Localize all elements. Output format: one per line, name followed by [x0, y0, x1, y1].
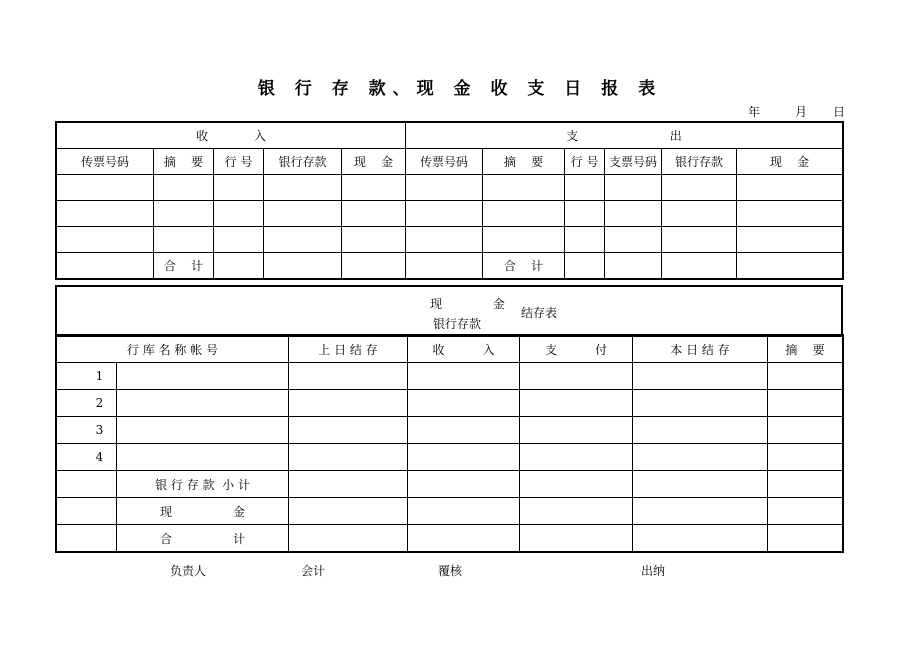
cell[interactable] — [289, 390, 408, 417]
balance-cash-label: 现 金 — [430, 297, 509, 311]
total-row — [57, 253, 843, 279]
cell[interactable] — [154, 175, 214, 201]
cell[interactable] — [408, 444, 520, 471]
cell[interactable] — [342, 201, 406, 227]
cell[interactable] — [633, 390, 768, 417]
expense-col-bank: 银行存款 — [662, 149, 737, 175]
ledger-table — [56, 335, 843, 552]
cell[interactable] — [264, 175, 342, 201]
row-number: 1 — [57, 363, 117, 390]
cell[interactable] — [565, 253, 605, 279]
balance-bank-label: 银行存款 — [433, 317, 482, 331]
report-title: 银 行 存 款、现 金 收 支 日 报 表 — [257, 79, 663, 99]
cell[interactable] — [633, 444, 768, 471]
cell[interactable] — [520, 390, 633, 417]
cell[interactable] — [520, 417, 633, 444]
cell[interactable] — [408, 363, 520, 390]
ledger-col-summary: 摘 要 — [768, 336, 843, 363]
income-expense-table — [56, 122, 843, 279]
cell[interactable] — [768, 390, 843, 417]
cell[interactable] — [605, 175, 662, 201]
cell[interactable] — [662, 227, 737, 253]
cell[interactable] — [289, 498, 408, 525]
cell[interactable] — [768, 444, 843, 471]
cell[interactable] — [214, 175, 264, 201]
cell[interactable] — [662, 253, 737, 279]
balance-label-cell — [57, 286, 842, 336]
bank-subtotal-label: 银 行 存 款 小 计 — [117, 471, 289, 498]
cell[interactable] — [408, 417, 520, 444]
cell[interactable] — [264, 253, 342, 279]
footer-manager: 负责人 — [170, 564, 207, 578]
ledger-row — [57, 363, 843, 390]
ledger-cash-row — [57, 498, 843, 525]
cell[interactable] — [633, 471, 768, 498]
footer-accountant: 会计 — [301, 564, 326, 578]
cell[interactable] — [633, 498, 768, 525]
expense-col-line: 行 号 — [565, 149, 605, 175]
ledger-col-today-balance: 本 日 结 存 — [633, 336, 768, 363]
cell[interactable] — [605, 227, 662, 253]
footer-cashier: 出纳 — [641, 564, 666, 578]
income-header: 收 入 — [57, 123, 406, 149]
total-label: 合 计 — [117, 525, 289, 552]
ledger-header-row — [57, 336, 843, 363]
cell[interactable] — [57, 525, 117, 552]
cell[interactable] — [342, 227, 406, 253]
cell[interactable] — [408, 498, 520, 525]
cell[interactable] — [342, 253, 406, 279]
cell[interactable] — [768, 417, 843, 444]
entry-row — [57, 175, 843, 201]
cell[interactable] — [483, 201, 565, 227]
cell[interactable] — [214, 201, 264, 227]
cell[interactable] — [214, 227, 264, 253]
ledger-bank-subtotal-row — [57, 471, 843, 498]
ledger-row — [57, 417, 843, 444]
column-header-row — [57, 149, 843, 175]
cell[interactable] — [117, 417, 289, 444]
row-number: 2 — [57, 390, 117, 417]
cell[interactable] — [406, 227, 483, 253]
cell[interactable] — [289, 363, 408, 390]
cell[interactable] — [117, 390, 289, 417]
entry-row — [57, 201, 843, 227]
income-col-cash: 现 金 — [342, 149, 406, 175]
ledger-total-row — [57, 525, 843, 552]
cell[interactable] — [633, 525, 768, 552]
cell[interactable] — [483, 227, 565, 253]
cell[interactable] — [408, 471, 520, 498]
section-header-row — [57, 123, 843, 149]
cell[interactable] — [565, 175, 605, 201]
cell[interactable] — [737, 227, 843, 253]
balance-sheet-label: 结存表 — [521, 306, 558, 320]
cell[interactable] — [737, 201, 843, 227]
date-month-label: 月 — [795, 105, 808, 119]
income-col-voucher: 传票号码 — [57, 149, 154, 175]
cell[interactable] — [57, 498, 117, 525]
expense-total-label: 合 计 — [483, 253, 565, 279]
income-col-summary: 摘 要 — [154, 149, 214, 175]
date-day-label: 日 — [833, 105, 846, 119]
expense-col-cash: 现 金 — [737, 149, 843, 175]
cell[interactable] — [605, 253, 662, 279]
cell[interactable] — [520, 525, 633, 552]
ledger-col-bank-account: 行 库 名 称 帐 号 — [57, 336, 289, 363]
expense-col-summary: 摘 要 — [483, 149, 565, 175]
cell[interactable] — [662, 201, 737, 227]
cell[interactable] — [289, 417, 408, 444]
footer-reviewer: 覆核 — [438, 564, 463, 578]
income-total-label: 合 计 — [154, 253, 214, 279]
cell[interactable] — [408, 525, 520, 552]
cell[interactable] — [483, 175, 565, 201]
cell[interactable] — [117, 444, 289, 471]
ledger-col-prev-balance: 上 日 结 存 — [289, 336, 408, 363]
cell[interactable] — [117, 363, 289, 390]
cell[interactable] — [768, 471, 843, 498]
cell[interactable] — [406, 175, 483, 201]
cell[interactable] — [520, 498, 633, 525]
income-col-line: 行 号 — [214, 149, 264, 175]
cell[interactable] — [406, 253, 483, 279]
date-year-label: 年 — [748, 105, 761, 119]
expense-col-voucher: 传票号码 — [406, 149, 483, 175]
balance-label-section — [56, 286, 842, 336]
cell[interactable] — [264, 201, 342, 227]
cell[interactable] — [520, 471, 633, 498]
cell[interactable] — [57, 201, 154, 227]
cell[interactable] — [565, 227, 605, 253]
cell[interactable] — [565, 201, 605, 227]
income-col-bank: 银行存款 — [264, 149, 342, 175]
cell[interactable] — [154, 227, 214, 253]
ledger-col-income: 收 入 — [408, 336, 520, 363]
cell[interactable] — [57, 471, 117, 498]
entry-row — [57, 227, 843, 253]
ledger-col-payment: 支 付 — [520, 336, 633, 363]
cell[interactable] — [520, 363, 633, 390]
cash-label: 现 金 — [117, 498, 289, 525]
cell[interactable] — [289, 525, 408, 552]
cell[interactable] — [633, 363, 768, 390]
cell[interactable] — [57, 227, 154, 253]
row-number: 3 — [57, 417, 117, 444]
cell[interactable] — [289, 471, 408, 498]
cell[interactable] — [768, 525, 843, 552]
cell[interactable] — [408, 390, 520, 417]
ledger-row — [57, 390, 843, 417]
cell[interactable] — [264, 227, 342, 253]
row-number: 4 — [57, 444, 117, 471]
expense-header: 支 出 — [406, 123, 843, 149]
cell[interactable] — [57, 175, 154, 201]
ledger-row — [57, 444, 843, 471]
cell[interactable] — [605, 201, 662, 227]
cell[interactable] — [342, 175, 406, 201]
cell[interactable] — [406, 201, 483, 227]
cell[interactable] — [737, 253, 843, 279]
cell[interactable] — [768, 363, 843, 390]
cell[interactable] — [768, 498, 843, 525]
cell[interactable] — [520, 444, 633, 471]
cell[interactable] — [57, 253, 154, 279]
cell[interactable] — [154, 201, 214, 227]
cell[interactable] — [633, 417, 768, 444]
expense-col-check: 支票号码 — [605, 149, 662, 175]
cell[interactable] — [662, 175, 737, 201]
cell[interactable] — [214, 253, 264, 279]
cell[interactable] — [289, 444, 408, 471]
cell[interactable] — [737, 175, 843, 201]
